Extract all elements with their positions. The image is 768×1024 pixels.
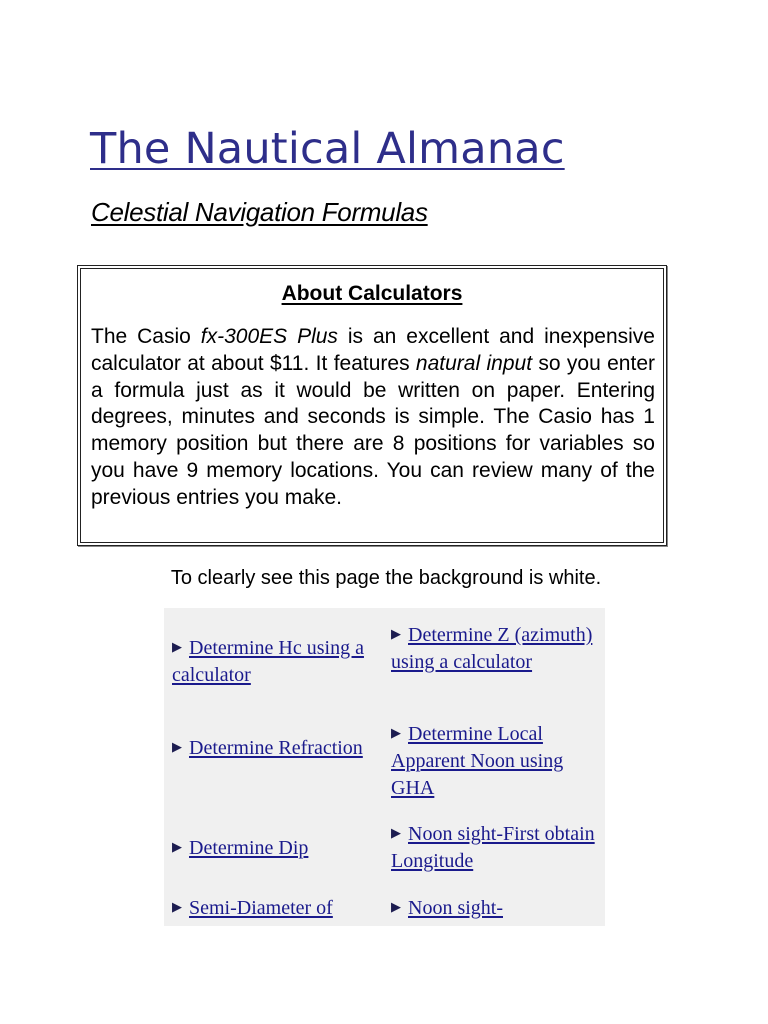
box-heading-text: About Calculators [281, 282, 463, 305]
about-calculators-box [77, 265, 667, 546]
page-title[interactable]: The Nautical Almanac [90, 124, 565, 174]
right-triangle-icon: ▶ [172, 899, 182, 914]
link-item[interactable] [172, 893, 384, 922]
link-hc-calculator[interactable]: Determine Hc using a calculator [172, 637, 364, 686]
right-triangle-icon: ▶ [391, 725, 401, 740]
link-item[interactable] [172, 633, 384, 689]
link-item[interactable] [391, 620, 603, 676]
formula-links-panel [164, 608, 605, 926]
calculator-model: fx-300ES Plus [200, 325, 338, 348]
page-subtitle: Celestial Navigation Formulas [91, 197, 428, 227]
box-paragraph [91, 324, 655, 512]
link-item[interactable] [391, 719, 603, 802]
link-semi-diameter[interactable]: Semi-Diameter of [189, 897, 333, 919]
right-triangle-icon: ▶ [172, 639, 182, 654]
link-item[interactable] [172, 733, 384, 762]
link-noon-sight[interactable]: Noon sight- [408, 897, 503, 919]
right-triangle-icon: ▶ [391, 626, 401, 641]
link-local-apparent-noon[interactable]: Determine Local Apparent Noon using GHA [391, 723, 564, 799]
right-triangle-icon: ▶ [172, 739, 182, 754]
box-heading [81, 282, 663, 306]
right-triangle-icon: ▶ [391, 899, 401, 914]
link-item[interactable] [391, 893, 603, 922]
box-text-part-2: is an excellent and inexpensive calculator at about $11. It features [91, 325, 655, 375]
box-text-part-3: so you enter a formula just as it would be written on paper. Entering degrees, minutes and seconds is simple. The Casio has 1 memory position but there are 8 positions for variables so you have 9 memory locations. You can review many of the previous entries you make. [91, 351, 655, 509]
right-triangle-icon: ▶ [391, 825, 401, 840]
link-noon-sight-longitude[interactable]: Noon sight-First obtain Longitude [391, 823, 595, 872]
link-azimuth-calculator[interactable]: Determine Z (azimuth) using a calculator [391, 624, 593, 673]
right-triangle-icon: ▶ [172, 839, 182, 854]
link-item[interactable] [391, 819, 603, 875]
box-text-part-1: The Casio [91, 325, 201, 348]
background-notice: To clearly see this page the background is white. [170, 567, 602, 589]
link-item[interactable] [172, 833, 384, 862]
link-refraction[interactable]: Determine Refraction [189, 737, 363, 759]
natural-input-term: natural input [415, 351, 533, 375]
link-dip[interactable]: Determine Dip [189, 837, 309, 859]
